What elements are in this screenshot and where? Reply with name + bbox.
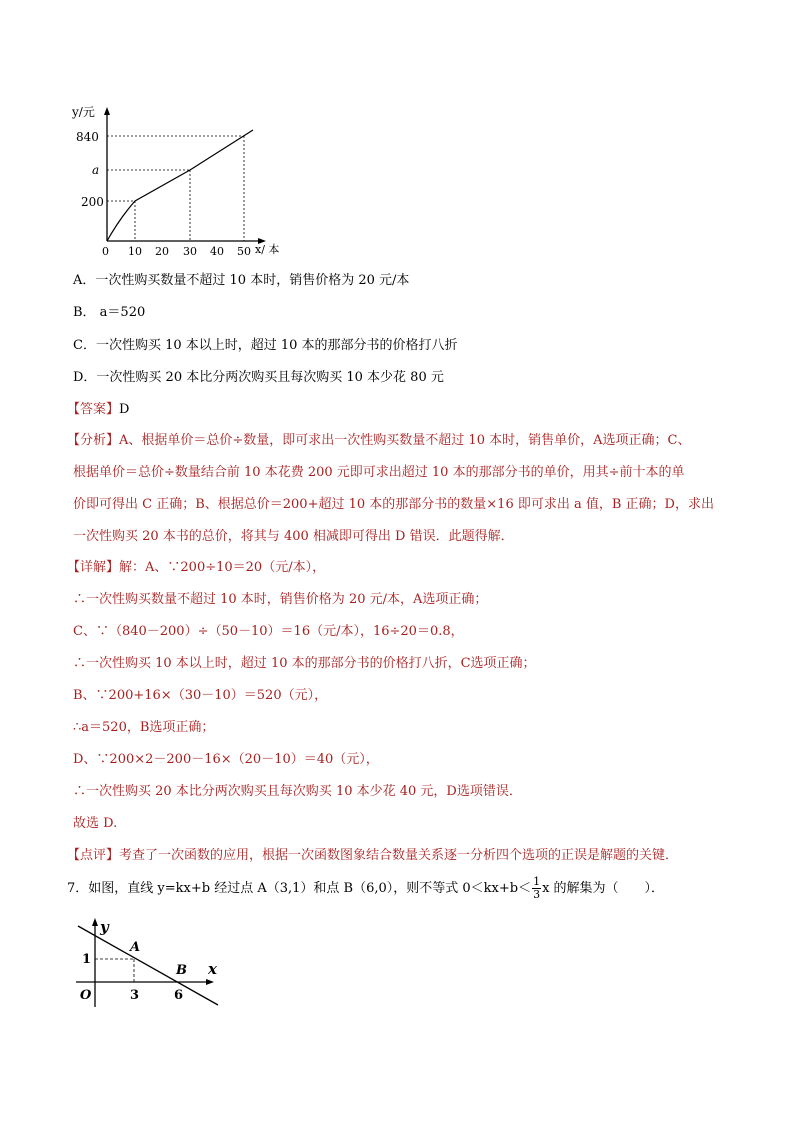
fig2-x-tick-3: 3 — [130, 988, 140, 1003]
line-kx-plus-b — [78, 926, 218, 1005]
fig2-origin-label: O — [80, 988, 92, 1003]
analysis-line-2: 根据单价＝总价÷数量结合前 10 本花费 200 元即可求出超过 10 本的那部分书的单价，用其÷前十本的单 — [73, 465, 685, 480]
fraction-one-third — [532, 876, 541, 901]
x-tick-30: 30 — [183, 245, 197, 258]
x-tick-0: 0 — [102, 245, 109, 258]
fig2-point-a-label: A — [130, 940, 141, 955]
comment-line — [67, 847, 678, 865]
fig2-y-tick-1: 1 — [82, 952, 92, 967]
x-tick-40: 40 — [210, 245, 224, 258]
fraction-numerator: 1 — [533, 875, 541, 888]
answer-line — [67, 401, 129, 419]
fig2-point-b-label: B — [176, 963, 187, 978]
comment-text: 考查了一次函数的应用，根据一次函数图象结合数量关系逐一分析四个选项的正误是解题的关键． — [119, 848, 679, 863]
x-tick-20: 20 — [155, 245, 169, 258]
detail-line-1 — [67, 559, 325, 577]
fig2-y-axis-arrow — [92, 918, 98, 926]
price-graph-figure — [70, 98, 290, 258]
fig2-x-axis-arrow — [206, 979, 214, 985]
y-axis-label: y/元 — [72, 105, 95, 119]
question-7-after: x 的解集为（ ）． — [542, 881, 665, 896]
y-tick-200: 200 — [81, 195, 104, 209]
line-graph-figure — [68, 912, 228, 1012]
detail-line-3: C、∵（840－200）÷（50－10）＝16（元/本），16÷20＝0.8， — [73, 624, 464, 639]
y-axis-arrow — [104, 107, 110, 115]
fig2-x-label: x — [208, 960, 217, 978]
comment-tag: 【点评】 — [67, 848, 120, 863]
answer-tag: 【答案】 — [67, 402, 120, 417]
option-b: B． a＝520 — [73, 305, 146, 320]
fraction-denominator: 3 — [533, 888, 541, 901]
y-tick-840: 840 — [76, 130, 99, 144]
detail-line-4: ∴一次性购买 10 本以上时，超过 10 本的那部分书的价格打八折，C选项正确； — [73, 656, 536, 671]
analysis-tag: 【分析】 — [67, 433, 120, 448]
answer-value: D — [119, 402, 130, 417]
detail-tag: 【详解】 — [67, 560, 120, 575]
analysis-line-3: 价即可得出 C 正确；B、根据总价＝200+超过 10 本的那部分书的数量×16 即可求出 a 值，B 正确；D，求出 — [73, 497, 714, 512]
analysis-line-1 — [67, 432, 690, 450]
option-c: C．一次性购买 10 本以上时，超过 10 本的那部分书的价格打八折 — [73, 338, 458, 353]
detail-line-9: 故选 D. — [73, 816, 118, 831]
detail-line-2: ∴一次性购买数量不超过 10 本时，销售价格为 20 元/本，A选项正确； — [73, 592, 488, 607]
analysis-line-4: 一次性购买 20 本书的总价，将其与 400 相减即可得出 D 错误．此题得解． — [73, 529, 514, 544]
fig2-x-tick-6: 6 — [174, 988, 184, 1003]
x-tick-50: 50 — [237, 245, 251, 258]
x-axis-label: x/ 本 — [255, 243, 280, 256]
x-tick-10: 10 — [128, 245, 142, 258]
option-a: A．一次性购买数量不超过 10 本时，销售价格为 20 元/本 — [73, 273, 410, 288]
detail-line-8: ∴一次性购买 20 本比分两次购买且每次购买 10 本少花 40 元，D选项错误． — [73, 784, 522, 799]
question-7 — [67, 876, 664, 901]
graph-curve — [107, 130, 253, 241]
fig2-y-label: y — [100, 918, 109, 936]
question-7-before: 7．如图，直线 y=kx+b 经过点 A（3,1）和点 B（6,0），则不等式 0＜kx+b＜ — [67, 881, 532, 896]
detail-line-6: ∴a＝520，B选项正确； — [73, 720, 215, 735]
detail-first: 解：A、∵200÷10＝20（元/本）， — [119, 560, 326, 575]
detail-line-5: B、∵200+16×（30－10）＝520（元）， — [73, 688, 328, 703]
analysis-text-1: A、根据单价＝总价÷数量，即可求出一次性购买数量不超过 10 本时，销售单价，A选项正确；C、 — [119, 433, 691, 448]
detail-line-7: D、∵200×2－200－16×（20－10）＝40（元）， — [73, 752, 379, 767]
option-d: D．一次性购买 20 本比分两次购买且每次购买 10 本少花 80 元 — [73, 370, 444, 385]
y-tick-a: a — [92, 163, 100, 177]
